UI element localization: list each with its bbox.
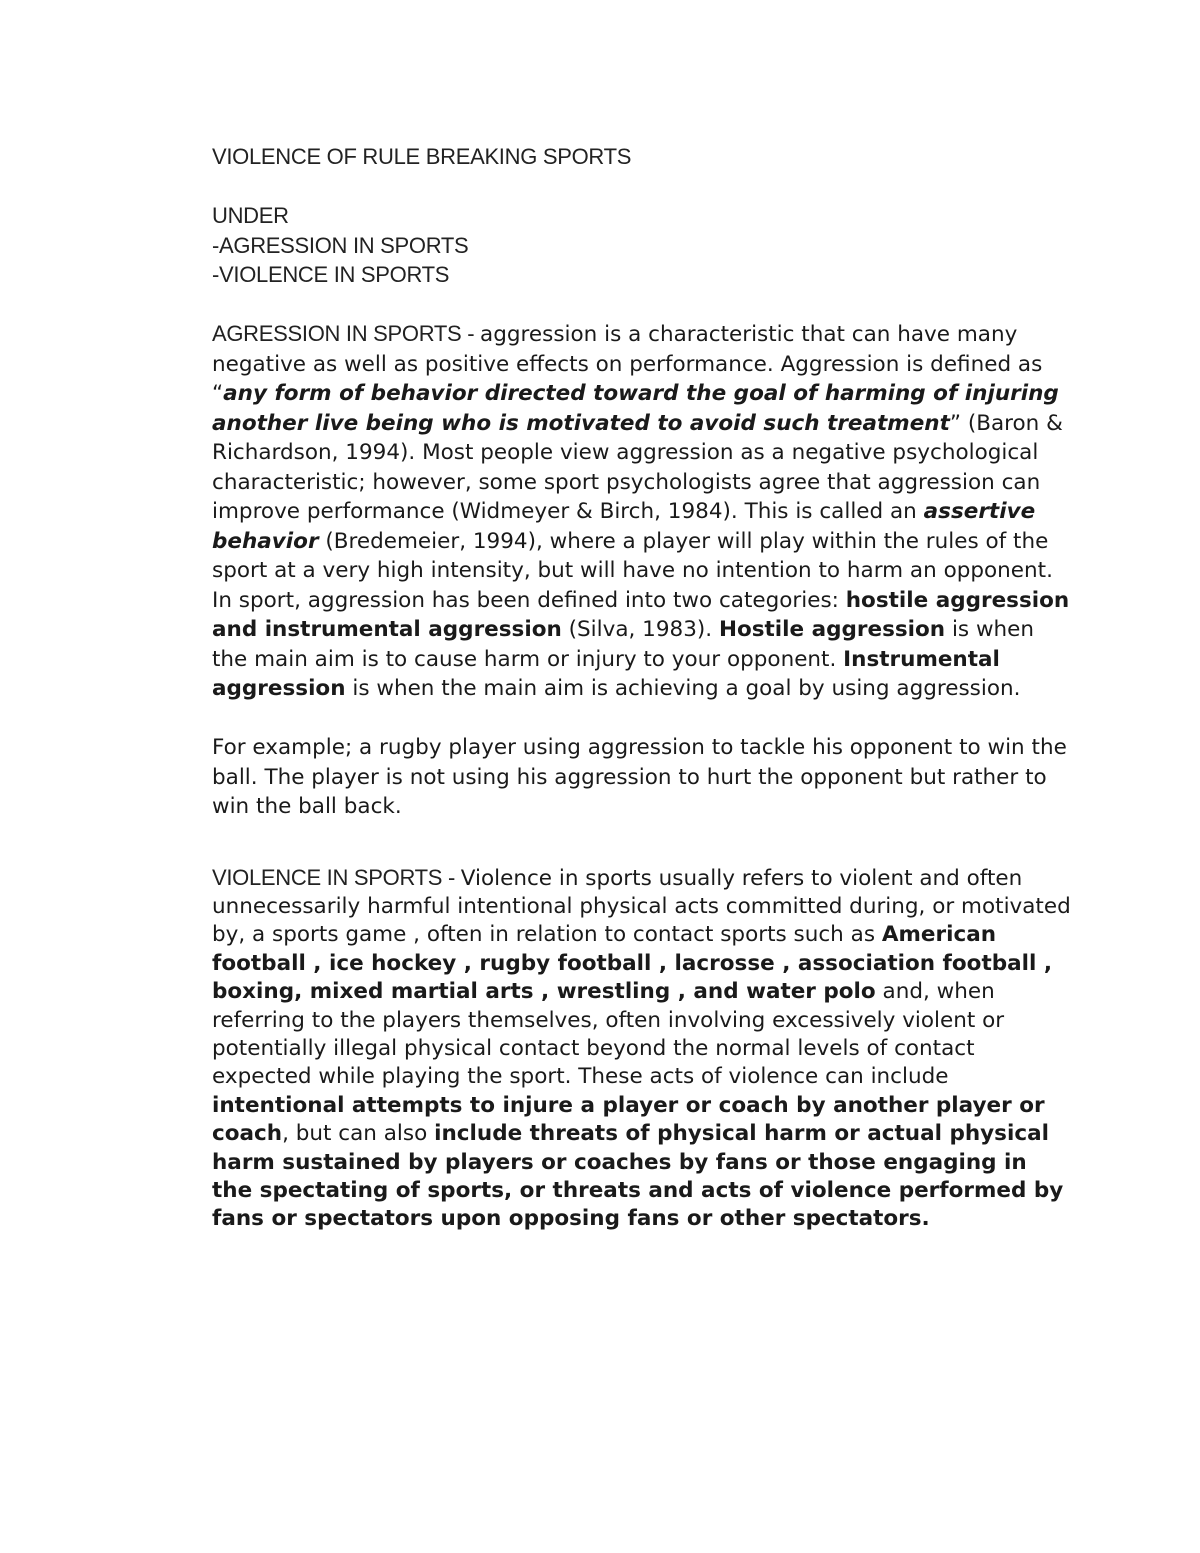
- aggression-text-1: aggression is a characteristic that can have many negative as well as positive effects on performance. Aggression is defined as “: [212, 322, 1043, 406]
- violence-paragraph: [212, 863, 1072, 1234]
- violence-text-2: and, when referring to the players themselves, often involving excessively violent or potentially illegal physical contact beyond the normal levels of contact expected while playing the sport. These acts of violence can include: [212, 979, 1005, 1090]
- spacer: [212, 172, 1072, 202]
- aggression-text-4: (Silva, 1983).: [561, 617, 719, 642]
- instrumental-aggression-term: Instrumental aggression: [212, 646, 1000, 701]
- spacer: [212, 704, 1072, 734]
- aggression-paragraph: [212, 319, 1072, 704]
- violence-text-3: , but can also: [282, 1121, 435, 1147]
- violence-text-1: Violence in sports usually refers to violent and often unnecessarily harmful intentional physical acts committed during, or motivated by, a sports game , often in relation to contact sports such as: [212, 865, 1071, 948]
- violence-bold-2: include threats of physical harm or actual physical harm sustained by players or coaches by fans or those engaging in the spectating of sports, or threats and acts of violence performed by fans or spectators upon opposing fans or other spectators.: [212, 1121, 1064, 1232]
- violence-heading: VIOLENCE IN SPORTS -: [212, 864, 461, 890]
- document-page: [212, 142, 1072, 1234]
- assertive-behavior-term: assertive behavior: [212, 499, 1036, 554]
- under-heading: UNDER: [212, 203, 289, 228]
- spacer: [212, 290, 1072, 320]
- aggression-text-2: ” (Baron & Richardson, 1994). Most people view aggression as a negative psychological characteristic; however, some sport psychologists agree that aggression can improve performance (Widmeyer & Birch, 1984). This is called an: [212, 410, 1063, 524]
- violence-bold-1: intentional attempts to injure a player or coach by another player or coach: [212, 1092, 1045, 1147]
- document-title: VIOLENCE OF RULE BREAKING SPORTS: [212, 144, 632, 169]
- under-item-violence: -VIOLENCE IN SPORTS: [212, 262, 450, 287]
- aggression-text-5: is when the main aim is to cause harm or injury to your opponent.: [212, 617, 1035, 672]
- spacer: [212, 822, 1072, 863]
- example-paragraph: For example; a rugby player using aggression to tackle his opponent to win the ball. The player is not using his aggression to hurt the opponent but rather to win the ball back.: [212, 735, 1067, 819]
- under-item-aggression: -AGRESSION IN SPORTS: [212, 232, 469, 258]
- aggression-text-3: (Bredemeier, 1994), where a player will play within the rules of the sport at a very high intensity, but will have no intention to harm an opponent. In sport, aggression has been defined into two categories:: [212, 528, 1053, 613]
- aggression-categories-term: hostile aggression and instrumental aggression: [212, 587, 1070, 642]
- contact-sports-list: American football , ice hockey , rugby football , lacrosse , association football , boxing, mixed martial arts , wrestling , and water polo: [212, 922, 1053, 1005]
- aggression-heading: AGRESSION IN SPORTS -: [212, 321, 481, 346]
- aggression-text-6: is when the main aim is achieving a goal by using aggression.: [345, 676, 1021, 701]
- hostile-aggression-term: Hostile aggression: [718, 617, 946, 642]
- aggression-definition-quote: any form of behavior directed toward the goal of harming of injuring another live being who is motivated to avoid such treatment: [212, 381, 1059, 436]
